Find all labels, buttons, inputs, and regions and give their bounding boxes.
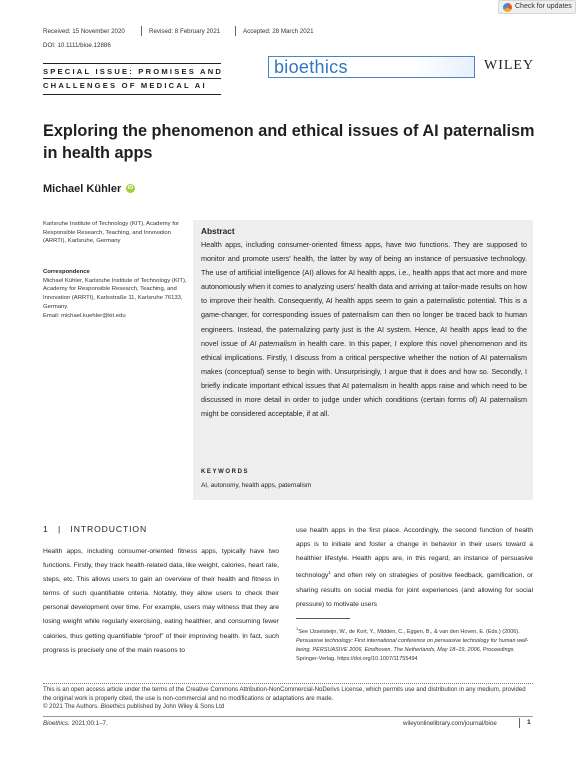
check-for-updates-label: Check for updates (515, 3, 572, 10)
correspondence-label: Correspondence (43, 269, 90, 275)
accepted-date: Accepted: 28 March 2021 (243, 28, 314, 35)
copyright-text-2: published by John Wiley & Sons Ltd (127, 703, 225, 711)
footnote-rule (296, 618, 350, 619)
section-heading (43, 524, 147, 534)
license-block (43, 686, 533, 712)
abstract-text (201, 238, 527, 421)
citation (43, 720, 108, 727)
crossmark-icon (503, 3, 512, 12)
special-issue-rule-mid (43, 78, 221, 79)
footnote-marker: 1 (296, 626, 299, 631)
footnote-text-italic: Persuasive technology: First international conference on persuasive technology for human well‐being, PERSUASIVE 2006, Eindhoven, The Netherlands, May 18–19, 2006, Proceedings. (296, 637, 529, 654)
correspondence-block (43, 268, 189, 320)
license-rule (43, 683, 533, 684)
publisher-logo[interactable]: WILEY (484, 58, 535, 73)
abstract-text-part-1: Health apps, including consumer‐oriented fitness apps, have two functions. They are supposed to monitor and promote users' health, the latter by way of being an instance of persuasive technology. The use of artificial intelligence (AI) allows for AI health apps, i.e., health apps that act more and more autonomously when it comes to analyzing users' health data and arriving at tailor‐made results on how to improve their health. Consequently, AI health apps seem to gain a paternalistic potential. This is a game‐changer, for corresponding issues of paternalism can then no longer be traced back to human engineers. Instead, the paternalizing party just is the AI system. Hence, AI health apps lead to the novel issue of (201, 240, 527, 348)
revised-date: Revised: 8 February 2021 (149, 28, 221, 35)
abstract-text-italic: AI paternalism (249, 338, 297, 348)
doi[interactable]: DOI: 10.1111/bioe.12886 (43, 42, 111, 49)
body-column-right (296, 524, 533, 612)
journal-logo[interactable]: bioethics (268, 56, 475, 78)
body-right-part-1: use health apps in the first place. Accordingly, the second function of health apps is to initiate and foster a change in behavior in their users toward a healthier lifestyle. Health apps are, in this regard, an instance of persuasive technology (296, 527, 533, 580)
special-issue-rule-bottom (43, 94, 221, 95)
abstract-heading: Abstract (201, 226, 235, 236)
author-name[interactable]: Michael Kühler (43, 183, 122, 195)
abstract-text-part-2: in health care. In this paper, I explore this novel phenomenon and its ethical implications. Firstly, I discuss from a critical perspective whether the notion of AI paternalism makes (conceptual) sense to begin with. Unsurprisingly, I argue that it does and how so. Secondly, I briefly indicate important ethical issues that AI paternalism in health apps raise and which need to be discussed in more detail in order to judge under which conditions (certain forms of) AI paternalism might be considered acceptable, if at all. (201, 338, 528, 419)
correspondence-email[interactable]: Email: michael.kuehler@kit.edu (43, 312, 126, 319)
license-text: This is an open access article under the terms of the Creative Commons Attribution‐NonCommercial‐NoDerivs License, which permits use and distribution in any medium, provided the original work is properly cited, the use is non‐commercial and no modifications or adaptations are made. (43, 686, 526, 702)
keywords-list: AI, autonomy, health apps, paternalism (201, 482, 312, 489)
affiliation: Karlsruhe Institute of Technology (KIT), Academy for Responsible Research, Teaching, and Innovation (ARRTI), Karlsruhe, Germany (43, 221, 180, 245)
meta-divider (141, 26, 142, 36)
keywords-heading: KEYWORDS (201, 469, 250, 475)
body-right-part-2: and often rely on strategies of positive feedback, gamification, or sharing results on social media for joint experiences (and allowing for social pressure) to motivate users (296, 572, 534, 608)
section-separator: | (57, 524, 62, 534)
article-title: Exploring the phenomenon and ethical issues of AI paternalism in health apps (43, 122, 535, 162)
special-issue-line-2: CHALLENGES OF MEDICAL AI (43, 81, 207, 90)
footnote-text-1: See IJsselsteijn, W., de Kort, Y., Midden, C., Eggen, B., & van den Hoven, E. (Eds.) (2006). (298, 628, 520, 635)
citation-volume: 2021;00:1–7. (71, 720, 108, 727)
orcid-icon[interactable]: iD (127, 185, 134, 191)
citation-journal: Bioethics. (43, 720, 70, 727)
footnote-ref[interactable]: 1 (328, 570, 331, 576)
special-issue-label (43, 66, 233, 77)
page-number: 1 (527, 719, 531, 726)
footnote (296, 624, 533, 664)
copyright-text-1: © 2021 The Authors. (43, 703, 99, 711)
body-column-left: Health apps, including consumer‐oriented fitness apps, typically have two functions. Firstly, they track health‐related data, like weight, calories, heart rate, steps, etc. This allows users to gain an overview of their health and fitness in terms of such quantifiable criteria. Notably, they allow users to check their personal development over time. For example, users may witness that they are losing weight while regularly exercising, eating healthier, and consuming fewer calories, thus getting quantifiable “proof” of their improving health. In fact, such progress is precisely one of the main reasons to (43, 548, 279, 654)
special-issue-rule-top (43, 63, 221, 64)
copyright-journal: Bioethics (100, 703, 126, 711)
section-title: INTRODUCTION (70, 524, 148, 534)
correspondence-text: Michael Kühler, Karlsruhe Institute of Technology (KIT), Academy for Responsible Research, Teaching, and Innovation (ARRTI), Karlsstraße 11, Karlsruhe 76133, Germany. (43, 277, 187, 310)
special-issue-line-1: SPECIAL ISSUE: PROMISES AND (43, 67, 224, 76)
section-number: 1 (43, 524, 49, 534)
meta-divider (235, 26, 236, 36)
check-for-updates-button[interactable] (498, 0, 576, 14)
received-date: Received: 15 November 2020 (43, 28, 125, 35)
footer-rule (43, 716, 533, 717)
footnote-text-2[interactable]: Springer‐Verlag. https://doi.org/10.1007/11755494 (296, 656, 418, 663)
journal-url[interactable]: wileyonlinelibrary.com/journal/bioe (403, 720, 497, 727)
footer-divider (519, 718, 520, 728)
